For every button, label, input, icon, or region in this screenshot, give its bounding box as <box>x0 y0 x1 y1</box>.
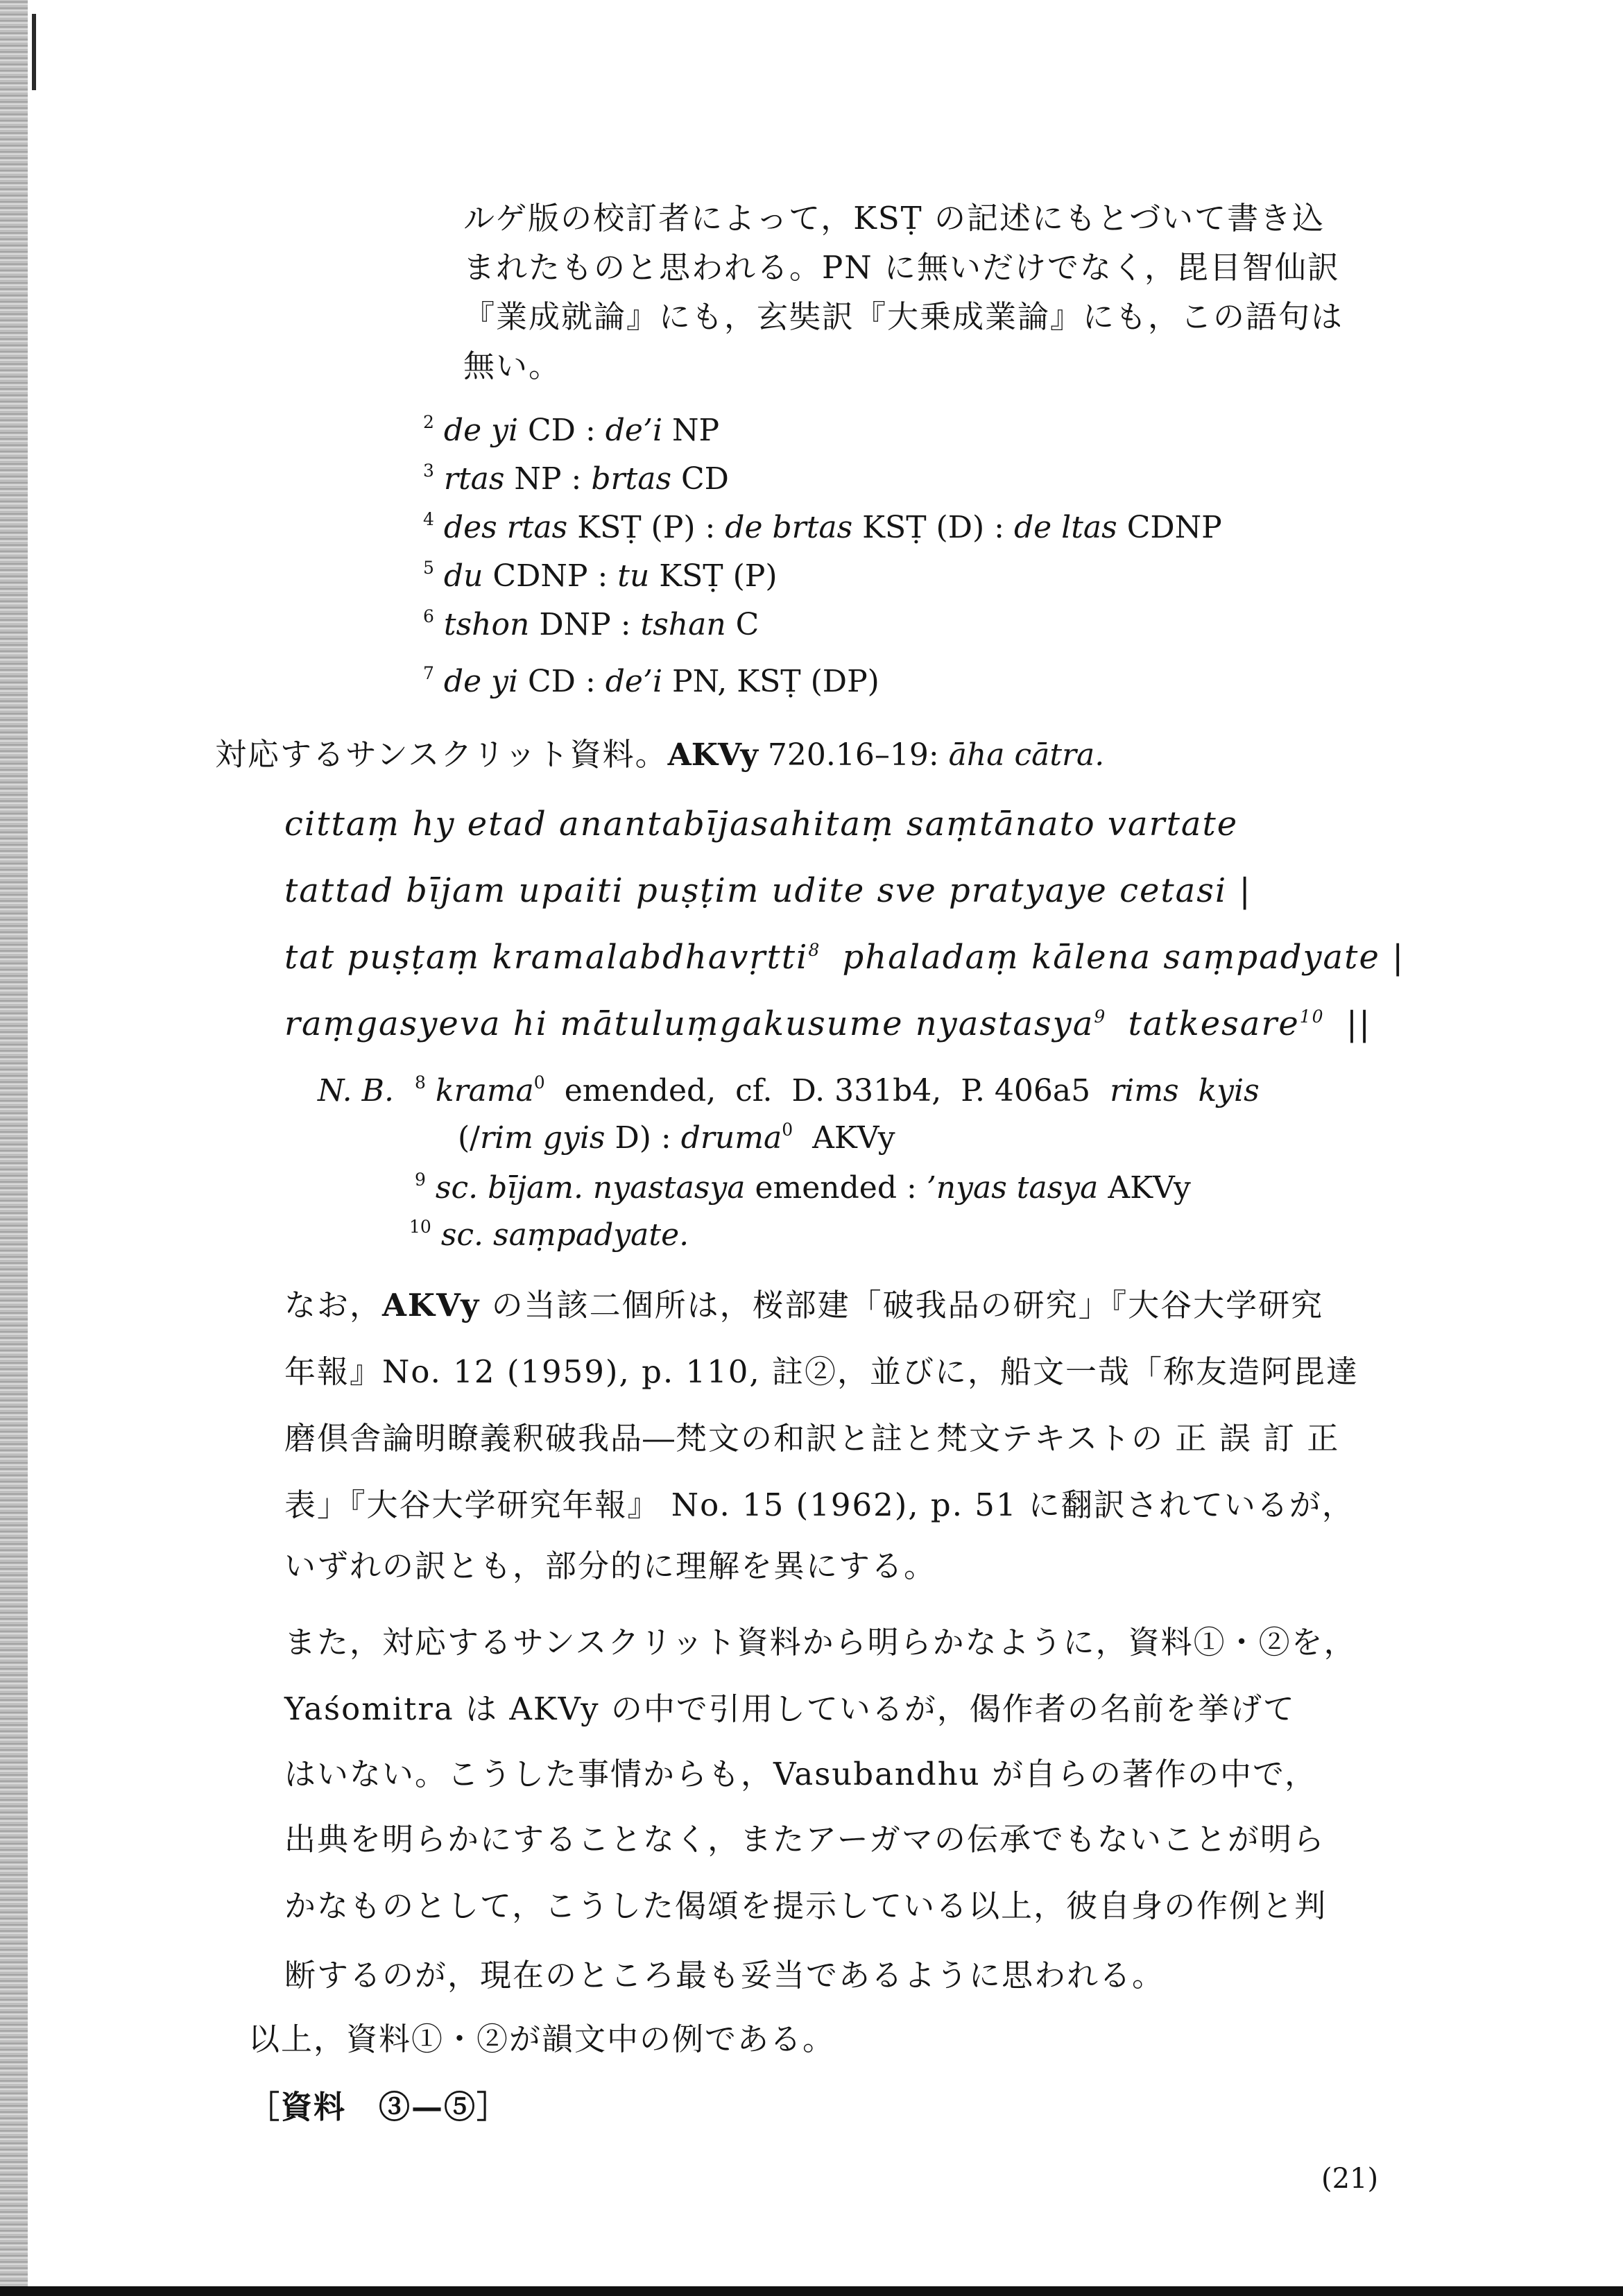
para-mata-line-5: かなものとして，こうした偈頌を提示している以上，彼自身の作例と判 <box>284 1887 1328 1924</box>
scan-edge-mark <box>32 14 36 90</box>
text-run: の当該二個所は，桜部建「破我品の研究」『大谷大学研究 <box>480 1287 1324 1323</box>
superscript-mark: 0 <box>782 1120 793 1140</box>
italic-text: de brtas <box>725 510 853 545</box>
italic-text: tshan <box>640 607 726 642</box>
text-run: D) : <box>605 1120 681 1156</box>
superscript-mark: 8 <box>808 940 821 960</box>
italic-text: tshon <box>443 607 530 642</box>
footnote-number: 3 <box>423 461 434 481</box>
text-run: いずれの訳とも，部分的に理解を異にする。 <box>284 1548 937 1584</box>
para-mata-line-1: また，対応するサンスクリット資料から明らかなように，資料①・②を， <box>284 1624 1357 1661</box>
superscript-mark: 9 <box>1094 1006 1107 1027</box>
page-number: (21) <box>1321 2163 1379 2195</box>
text-run: C <box>725 607 759 642</box>
footnote-2 <box>423 411 719 450</box>
italic-text: de’i <box>605 664 663 699</box>
bold-text: AKVy <box>382 1287 481 1323</box>
nb-note-10 <box>409 1216 689 1255</box>
text-run: || <box>1334 1004 1372 1043</box>
para-nao-line-5 <box>284 1547 936 1586</box>
italic-text: ’nyas tasya <box>926 1170 1099 1206</box>
footnote-number: 8 <box>415 1072 426 1093</box>
italic-text: rtas <box>443 461 505 497</box>
text-run: raṃgasyeva hi mātuluṃgakusume nyastasya <box>284 1004 1094 1043</box>
text-run: NP : <box>504 461 592 497</box>
para-mata-line-6: 断するのが，現在のところ最も妥当であるように思われる。 <box>284 1957 1165 1994</box>
superscript-mark: 0 <box>533 1072 545 1093</box>
text-run: emended, cf. D. 331b4, P. 406a5 <box>554 1073 1110 1108</box>
footnote-5 <box>423 557 778 596</box>
text-run: CDNP : <box>483 558 618 594</box>
scan-bottom-border <box>0 2286 1623 2296</box>
italic-text: rim gyis <box>480 1120 606 1156</box>
note1-line-2: まれたものと思われる。PN に無いだけでなく，毘目智仙訳 <box>463 249 1341 286</box>
footnote-number: 9 <box>415 1170 426 1190</box>
text-run: KSṬ (P) <box>649 558 778 594</box>
footnote-number: 10 <box>409 1217 431 1237</box>
text-run: 年報』No. 12 (1959), p. 110, 註②，並びに，船文一哉「称友造阿毘達 <box>284 1353 1359 1390</box>
italic-text: sc. bījam. nyastasya <box>435 1170 746 1206</box>
verse-line-2 <box>284 871 1252 910</box>
intro-quote: āha cātra. <box>948 737 1105 773</box>
text-run: 表」『大谷大学研究年報』 No. 15 (1962), p. 51 に翻訳されているが， <box>284 1487 1355 1523</box>
footnote-number: 7 <box>423 663 434 683</box>
footnote-number: 5 <box>423 558 434 578</box>
text-run: tatkesare <box>1116 1004 1300 1043</box>
intro-prefix: 対応するサンスクリット資料。 <box>215 736 668 773</box>
italic-text: de yi <box>443 413 519 448</box>
italic-text: druma <box>680 1120 782 1156</box>
text-run: tat puṣṭaṃ kramalabdhavṛtti <box>284 938 809 977</box>
text-run: DNP : <box>529 607 641 642</box>
note1-line-4: 無い。 <box>463 348 562 384</box>
note1-line-1: ルゲ版の校訂者によって，KSṬ の記述にもとづいて書き込 <box>463 200 1325 237</box>
footnote-number: 4 <box>423 509 434 529</box>
italic-text: rims kyis <box>1110 1073 1260 1108</box>
verse-line-1 <box>284 805 1238 843</box>
para-nao-line-4 <box>284 1486 1355 1525</box>
text-run: phaladaṃ kālena saṃpadyate | <box>830 938 1405 977</box>
section-heading: ［資料 ③—⑤］ <box>248 2089 510 2125</box>
footnote-3 <box>423 460 729 499</box>
para-mata-line-3: はいない。こうした事情からも，Vasubandhu が自らの著作の中で， <box>284 1756 1318 1792</box>
akvy-ref: AKVy <box>667 737 758 773</box>
text-run: PN, KSṬ (DP) <box>662 664 879 699</box>
footnote-4 <box>423 508 1222 547</box>
text-run: KSṬ (P) : <box>567 510 725 545</box>
footnote-6 <box>423 606 759 644</box>
text-run: (/ <box>458 1120 480 1156</box>
text-run: CDNP <box>1117 510 1222 545</box>
footnote-7 <box>423 662 879 701</box>
verse-line-4 <box>284 1004 1371 1043</box>
italic-text: du <box>443 558 483 594</box>
para-mata-line-2: Yaśomitra は AKVy の中で引用しているが，偈作者の名前を挙げて <box>284 1690 1296 1727</box>
italic-text: des rtas <box>443 510 568 545</box>
summary-line: 以上，資料①・②が韻文中の例である。 <box>248 2021 836 2057</box>
text-run: cittaṃ hy etad anantabījasahitaṃ saṃtānato vartate <box>284 805 1239 843</box>
italic-text: de ltas <box>1013 510 1117 545</box>
text-run: なお， <box>284 1287 383 1323</box>
akvy-location: 720.16–19: <box>757 737 949 773</box>
note1-line-3: 『業成就論』にも，玄奘訳『大乗成業論』にも，この語句は <box>463 298 1344 335</box>
sanskrit-source-intro <box>215 735 1104 775</box>
italic-text: tu <box>617 558 650 594</box>
text-run: CD <box>671 461 729 497</box>
text-run: 磨倶舎論明瞭義釈破我品―梵文の和訳と註と梵文テキストの 正 誤 訂 正 <box>284 1420 1340 1457</box>
text-run: CD : <box>518 664 606 699</box>
text-run: AKVy <box>802 1120 895 1156</box>
italic-text: sc. saṃpadyate. <box>440 1217 689 1253</box>
para-nao-line-2 <box>284 1353 1359 1391</box>
scan-binding-edge <box>0 0 28 2296</box>
text-run: emended : <box>745 1170 927 1206</box>
nb-note-9 <box>415 1169 1191 1208</box>
nb-note-8 <box>415 1072 1260 1111</box>
nb-note-8-cont <box>458 1119 895 1158</box>
para-nao-line-3 <box>284 1419 1339 1458</box>
footnote-number: 2 <box>423 412 434 432</box>
italic-text: brtas <box>591 461 672 497</box>
text-run: tattad bījam upaiti puṣṭim udite sve pratyaye cetasi | <box>284 871 1252 910</box>
nb-label: N. B. <box>318 1073 394 1108</box>
para-mata-line-4: 出典を明らかにすることなく，またアーガマの伝承でもないことが明ら <box>284 1821 1325 1858</box>
text-run: KSṬ (D) : <box>852 510 1014 545</box>
verse-line-3 <box>284 938 1405 977</box>
para-nao-line-1 <box>284 1286 1323 1325</box>
footnote-number: 6 <box>423 606 434 626</box>
text-run: CD : <box>518 413 606 448</box>
superscript-mark: 10 <box>1299 1006 1325 1027</box>
italic-text: de’i <box>605 413 663 448</box>
italic-text: krama <box>435 1073 534 1108</box>
italic-text: de yi <box>443 664 519 699</box>
text-run: AKVy <box>1098 1170 1191 1206</box>
text-run: NP <box>662 413 720 448</box>
